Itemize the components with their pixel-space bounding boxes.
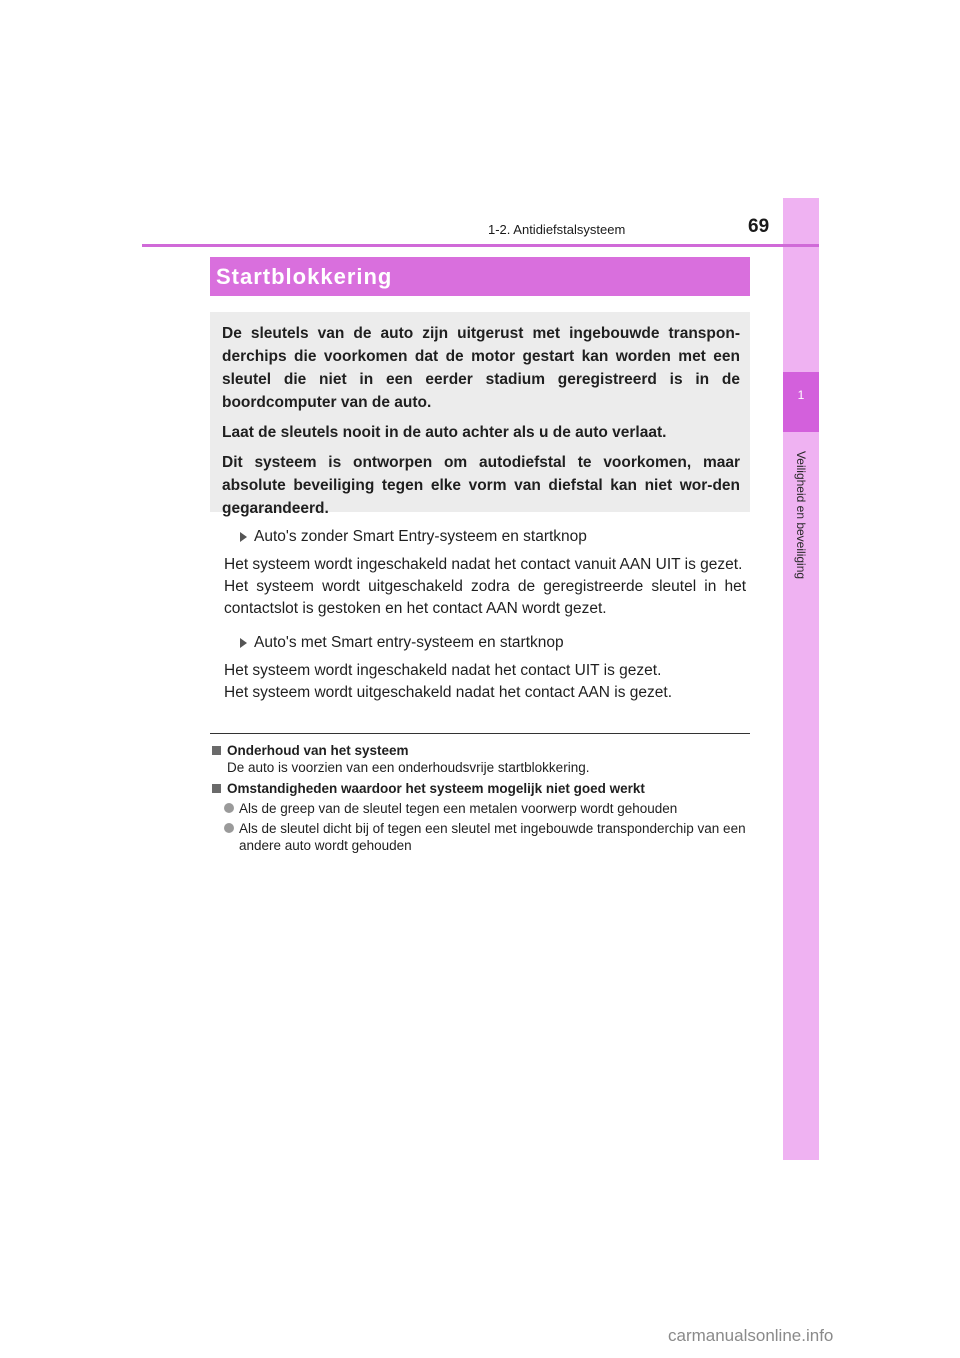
triangle-bullet-icon bbox=[240, 638, 247, 648]
chapter-number: 1 bbox=[797, 388, 805, 402]
circle-bullet-icon bbox=[224, 803, 234, 813]
chapter-tab-active[interactable] bbox=[783, 372, 819, 432]
circle-bullet-icon bbox=[224, 823, 234, 833]
square-bullet-icon bbox=[212, 746, 221, 755]
body-paragraph: Het systeem wordt uitgeschakeld zodra de geregistreerde sleutel in het contactslot is gestoken en het contact AAN wordt gezet. bbox=[224, 578, 746, 617]
note-bullet bbox=[224, 800, 755, 817]
section-reference: 1-2. Antidiefstalsysteem bbox=[488, 222, 626, 237]
title-bar bbox=[210, 257, 750, 296]
note-heading bbox=[210, 780, 755, 797]
note-bullet-text: Als de greep van de sleutel tegen een metalen voorwerp wordt gehouden bbox=[239, 801, 678, 816]
body-paragraph: Het systeem wordt uitgeschakeld nadat het contact AAN is gezet. bbox=[224, 684, 673, 701]
section-heading-text: Auto's met Smart entry-systeem en startknop bbox=[254, 634, 564, 651]
section-heading bbox=[240, 526, 746, 548]
chapter-side-tab bbox=[783, 198, 819, 1160]
section-heading bbox=[240, 632, 746, 654]
page-number: 69 bbox=[748, 216, 770, 237]
note-text: De auto is voorzien van een onderhoudsvrije startblokkering. bbox=[227, 760, 590, 775]
note-heading bbox=[210, 742, 755, 759]
note-heading-text: Omstandigheden waardoor het systeem mogelijk niet goed werkt bbox=[227, 781, 645, 796]
note-heading-text: Onderhoud van het systeem bbox=[227, 743, 409, 758]
section-heading-text: Auto's zonder Smart Entry-systeem en startknop bbox=[254, 528, 587, 545]
note-bullet bbox=[224, 820, 755, 854]
body-paragraph: Het systeem wordt ingeschakeld nadat het contact vanuit AAN UIT is gezet. bbox=[224, 556, 743, 573]
notes-section bbox=[210, 740, 755, 854]
intro-box bbox=[210, 312, 750, 517]
notes-divider bbox=[210, 733, 750, 734]
header-rule bbox=[142, 244, 819, 247]
note-bullet-text: Als de sleutel dicht bij of tegen een sleutel met ingebouwde transponderchip van een andere auto wordt gehouden bbox=[239, 821, 746, 853]
body-content bbox=[224, 526, 746, 704]
watermark: carmanualsonline.info bbox=[668, 1326, 834, 1345]
square-bullet-icon bbox=[212, 784, 221, 793]
intro-paragraph: Dit systeem is ontworpen om autodiefstal te voorkomen, maar absolute beveiliging tegen elke vorm van diefstal kan niet wor-den gegarandeerd. bbox=[222, 454, 740, 517]
page-title: Startblokkering bbox=[216, 263, 393, 289]
body-paragraph: Het systeem wordt ingeschakeld nadat het contact UIT is gezet. bbox=[224, 662, 662, 679]
triangle-bullet-icon bbox=[240, 532, 247, 542]
intro-paragraph: Laat de sleutels nooit in de auto achter als u de auto verlaat. bbox=[222, 424, 667, 441]
intro-paragraph: De sleutels van de auto zijn uitgerust met ingebouwde transpon-derchips die voorkomen dat de motor gestart kan worden met een sleutel die niet in een eerder stadium geregistreerd is in de boordcomputer van de auto. bbox=[222, 325, 740, 411]
chapter-label: Veiligheid en beveiliging bbox=[794, 450, 808, 580]
